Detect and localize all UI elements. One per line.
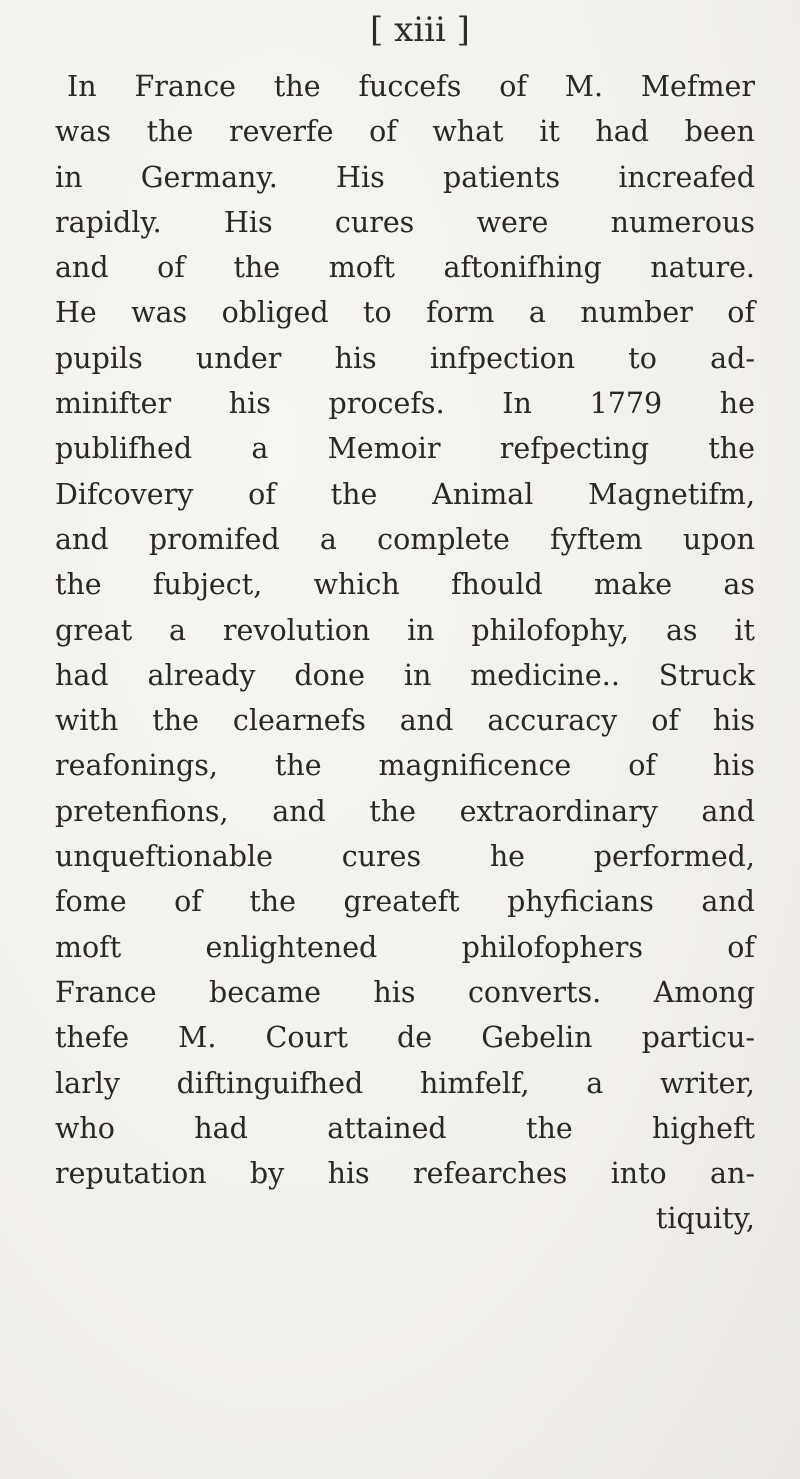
text-line: in Germany. His patients increafed — [55, 160, 755, 194]
text-line: reputation by his refearches into an- — [55, 1157, 755, 1191]
text-line: minifter his procefs. In 1779 he — [55, 387, 755, 421]
text-line: Difcovery of the Animal Magnetifm, — [55, 477, 755, 511]
text-line: had already done in medicine.. Struck — [55, 658, 755, 692]
text-line: moft enlightened philofophers of — [55, 930, 755, 964]
text-line: fome of the greateft phyficians and — [55, 885, 755, 919]
text-line: the fubject, which fhould make as — [55, 568, 755, 602]
text-line: In France the fuccefs of M. Mefmer — [67, 70, 755, 103]
text-line: was the reverfe of what it had been — [55, 115, 755, 149]
text-line: pretenfions, and the extraordinary and — [55, 794, 755, 828]
text-line: and promifed a complete fyftem upon — [55, 522, 755, 556]
catchword: tiquity, — [655, 1202, 755, 1236]
text-line: thefe M. Court de Gebelin particu- — [55, 1021, 755, 1055]
text-line: He was obliged to form a number of — [55, 296, 755, 330]
text-line: unqueftionable cures he performed, — [55, 840, 755, 874]
text-line: and of the moft aftonifhing nature. — [55, 251, 755, 285]
text-line: with the clearnefs and accuracy of his — [55, 704, 755, 738]
text-line: larly diftinguifhed himfelf, a writer, — [55, 1066, 755, 1100]
body-text — [55, 64, 755, 1242]
text-line: great a revolution in philofophy, as it — [55, 613, 755, 647]
text-line: who had attained the higheft — [55, 1111, 755, 1145]
text-line: reafonings, the magnificence of his — [55, 749, 755, 783]
text-line: rapidly. His cures were numerous — [55, 205, 755, 239]
page-number-header: [ xiii ] — [370, 10, 470, 50]
text-line: France became his converts. Among — [55, 975, 755, 1009]
text-line: publifhed a Memoir refpecting the — [55, 432, 755, 466]
text-line: pupils under his infpection to ad- — [55, 341, 755, 375]
